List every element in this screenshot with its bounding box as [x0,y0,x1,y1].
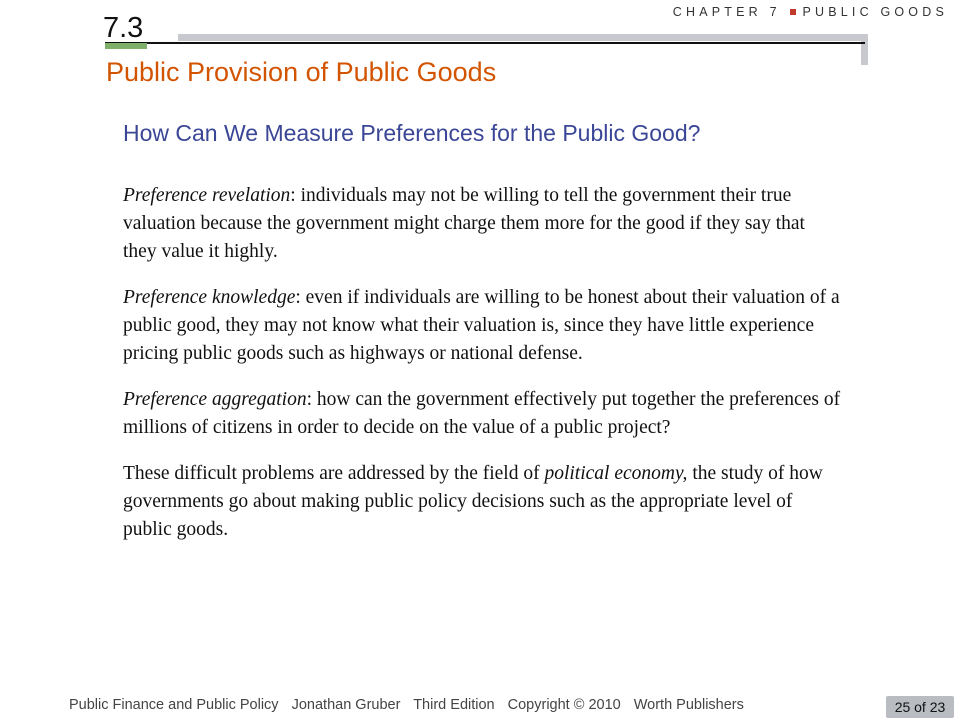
term-political-economy: political economy, [544,463,688,484]
footer-edition: Third Edition [413,697,495,713]
chapter-label: CHAPTER 7 [672,5,781,19]
paragraph-preference-aggregation [123,386,843,442]
footer-book: Public Finance and Public Policy [69,697,279,713]
paragraph-preference-knowledge [123,284,843,368]
term-preference-revelation: Preference revelation [123,185,291,206]
topic-label: PUBLIC GOODS [802,5,948,19]
header-rule [105,42,865,44]
term-preference-knowledge: Preference knowledge [123,287,296,308]
footer-publisher: Worth Publishers [633,697,744,713]
slide-body [123,182,843,562]
footer [69,697,753,713]
header-rule-shadow-edge [861,34,868,65]
term-preference-aggregation: Preference aggregation [123,389,307,410]
footer-copyright: Copyright © 2010 [507,697,621,713]
header-rule-shadow [178,34,868,41]
closing-text-after: the study of how governments go about making public policy decisions such as the appropriate level of public goods. [123,463,823,540]
closing-text-before: These difficult problems are addressed by the field of [123,463,545,484]
page-indicator: 25 of 23 [886,696,954,718]
section-number: 7.3 [103,12,144,44]
subheading: How Can We Measure Preferences for the Public Good? [123,120,701,146]
square-bullet-icon [790,9,796,15]
paragraph-text: : even if individuals are willing to be honest about their valuation of a public good, they may not know what their valuation is, since they have little experience pricing public goods such as highways or national defense. [123,287,840,364]
paragraph-text: : how can the government effectively put together the preferences of millions of citizens in order to decide on the value of a public project? [123,389,841,438]
paragraph-preference-revelation [123,182,843,266]
slide-title: Public Provision of Public Goods [106,57,497,87]
chapter-header [673,5,948,19]
footer-author: Jonathan Gruber [291,697,401,713]
paragraph-closing [123,460,843,544]
paragraph-text: : individuals may not be willing to tell the government their true valuation because the government might charge them more for the good if they say that they value it highly. [123,185,805,262]
